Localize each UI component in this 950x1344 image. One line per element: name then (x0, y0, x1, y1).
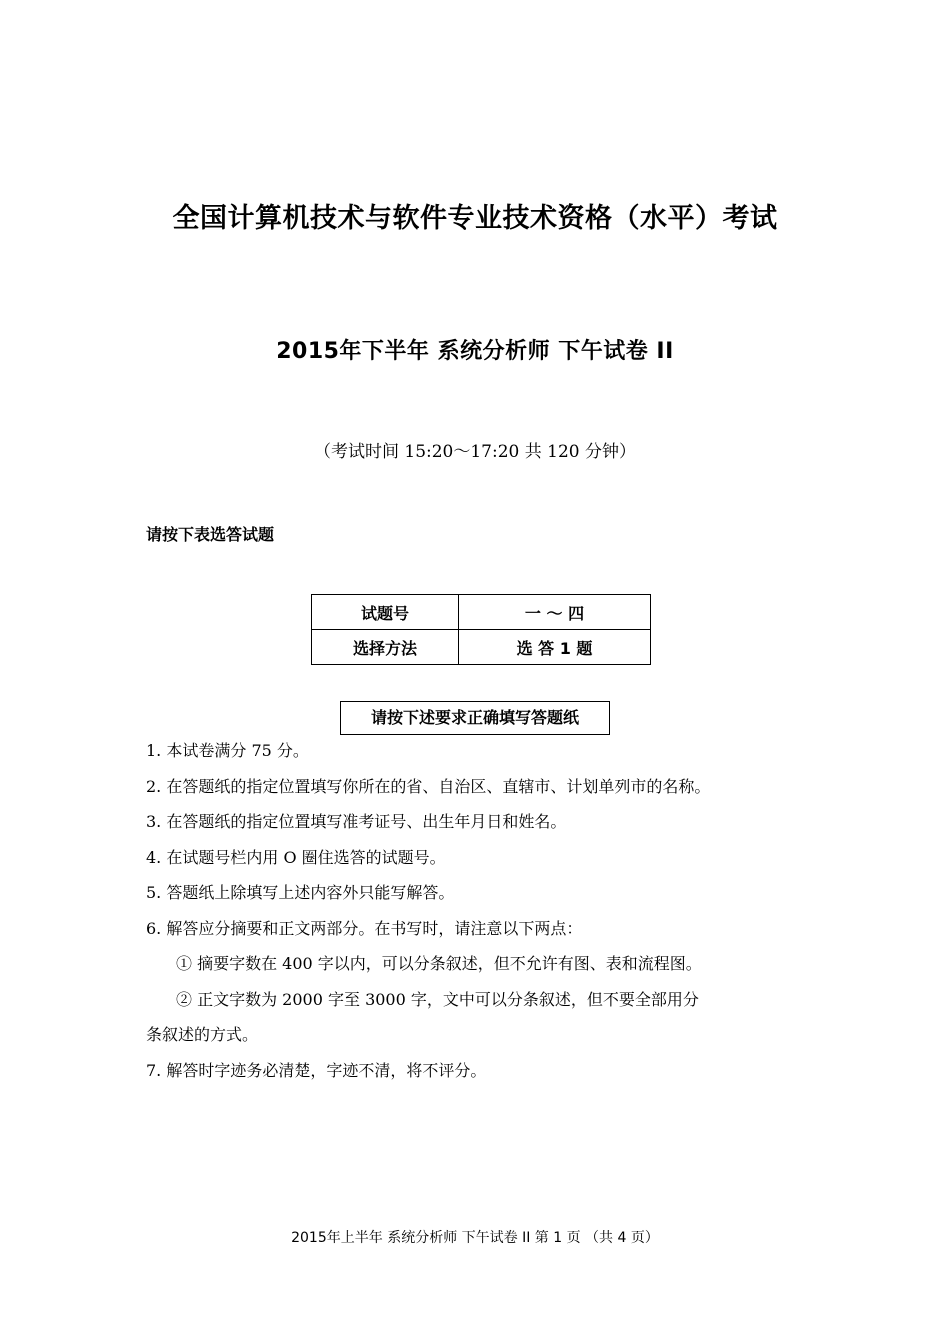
rule-subitem: ① 摘要字数在 400 字以内，可以分条叙述，但不允许有图、表和流程图。 (176, 954, 702, 973)
rule-item: 6. 解答应分摘要和正文两部分。在书写时，请注意以下两点： (146, 918, 583, 938)
table-cell-value: 一 ～ 四 (459, 595, 651, 630)
rule-item: 5. 答题纸上除填写上述内容外只能写解答。 (146, 883, 455, 902)
table-row (312, 595, 651, 630)
table-cell-value: 选 答 1 题 (459, 630, 651, 665)
table-row (312, 630, 651, 665)
selection-instruction: 请按下表选答试题 (146, 525, 275, 544)
exam-time: （考试时间 15:20～17:20 共 120 分钟） (313, 442, 637, 462)
rule-item: 2. 在答题纸的指定位置填写你所在的省、自治区、直辖市、计划单列市的名称。 (146, 776, 711, 796)
rule-item: 4. 在试题号栏内用 O 圈住选答的试题号。 (146, 847, 446, 867)
question-selection-table (311, 594, 651, 665)
requirements-list (146, 738, 826, 1093)
rule-item: 1. 本试卷满分 75 分。 (146, 741, 309, 760)
page-footer: 2015年上半年 系统分析师 下午试卷 II 第 1 页 （共 4 页） (291, 1230, 659, 1246)
main-title: 全国计算机技术与软件专业技术资格（水平）考试 (172, 203, 778, 234)
table-cell-label: 选择方法 (312, 630, 459, 665)
rule-subitem-continuation: 条叙述的方式。 (146, 1025, 259, 1044)
table-cell-label: 试题号 (312, 595, 459, 630)
requirements-title-box: 请按下述要求正确填写答题纸 (340, 701, 610, 735)
rule-item: 7. 解答时字迹务必清楚，字迹不清，将不评分。 (146, 1060, 487, 1080)
paper-subtitle: 2015年下半年 系统分析师 下午试卷 II (276, 339, 674, 364)
rule-item: 3. 在答题纸的指定位置填写准考证号、出生年月日和姓名。 (146, 812, 567, 831)
rule-subitem: ② 正文字数为 2000 字至 3000 字，文中可以分条叙述，但不要全部用分 (176, 989, 699, 1009)
